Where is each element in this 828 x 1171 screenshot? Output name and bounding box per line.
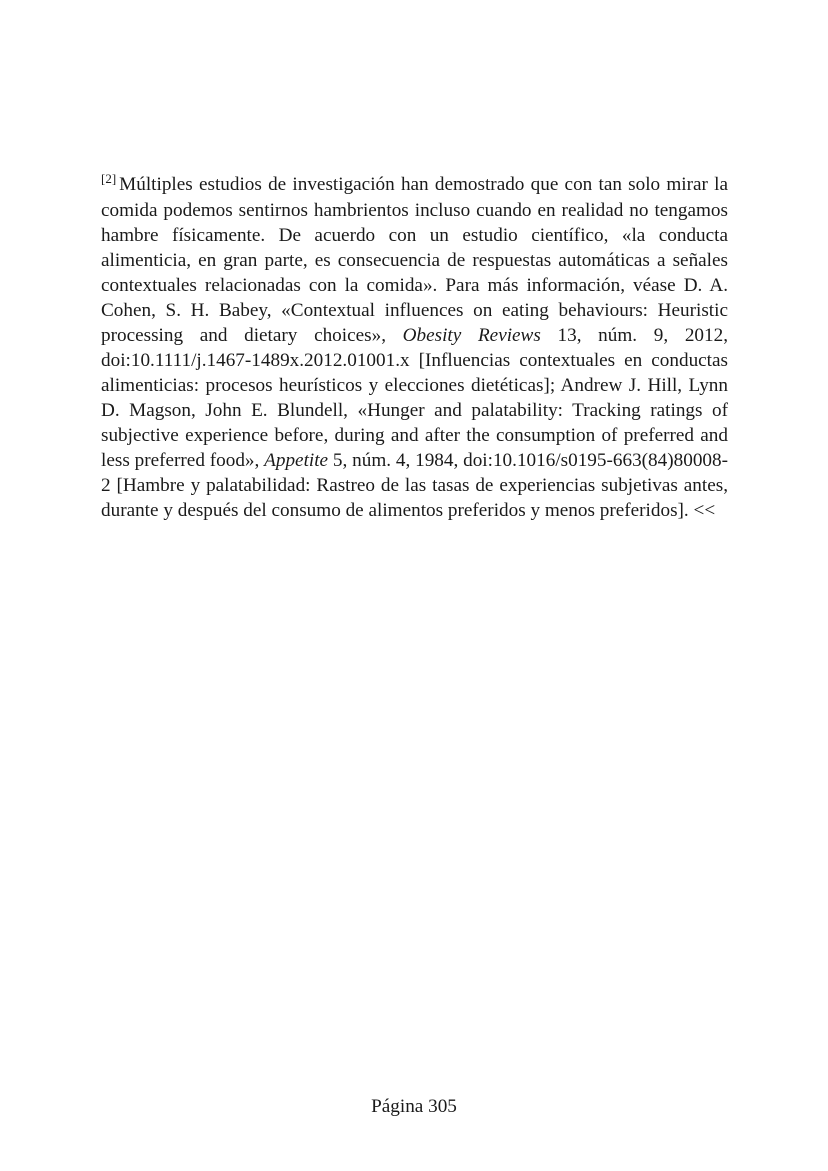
- footnote-text: 5, núm. 4, 1984, doi:10.1016/s0195-663(84)80008-2 [Hambre y palatabilidad: Rastreo de las tasas de experiencias subjetivas antes, durante y después del consumo de alimentos preferidos y menos preferidos].: [101, 450, 728, 521]
- journal-title-obesity-reviews: Obesity Reviews: [402, 325, 541, 346]
- footnote-text: Múltiples estudios de investigación han demostrado que con tan solo mirar la comida podemos sentirnos hambrientos incluso cuando en realidad no tengamos hambre físicamente. De acuerdo con un estudio científico, «la conducta alimenticia, en gran parte, es consecuencia de respuestas automáticas a señales contextuales relacionadas con la comida». Para más información, véase D. A. Cohen, S. H. Babey, «Contextual influences on eating behaviours: Heuristic processing and dietary choices»,: [101, 174, 728, 346]
- footnote-marker: [2]: [101, 171, 117, 186]
- footnote-paragraph: [101, 172, 728, 523]
- footnote-text: 13, núm. 9, 2012, doi:10.1111/j.1467-1489x.2012.01001.x [Influencias contextuales en conductas alimenticias: procesos heurísticos y elecciones dietéticas]; Andrew J. Hill, Lynn D. Magson, John E. Blundell, «Hunger and palatability: Tracking ratings of subjective experience before, during and after the consumption of preferred and less preferred food»,: [101, 325, 728, 471]
- journal-title-appetite: Appetite: [264, 450, 329, 471]
- back-to-text-link[interactable]: <<: [693, 500, 716, 521]
- page-number: Página 305: [371, 1096, 457, 1117]
